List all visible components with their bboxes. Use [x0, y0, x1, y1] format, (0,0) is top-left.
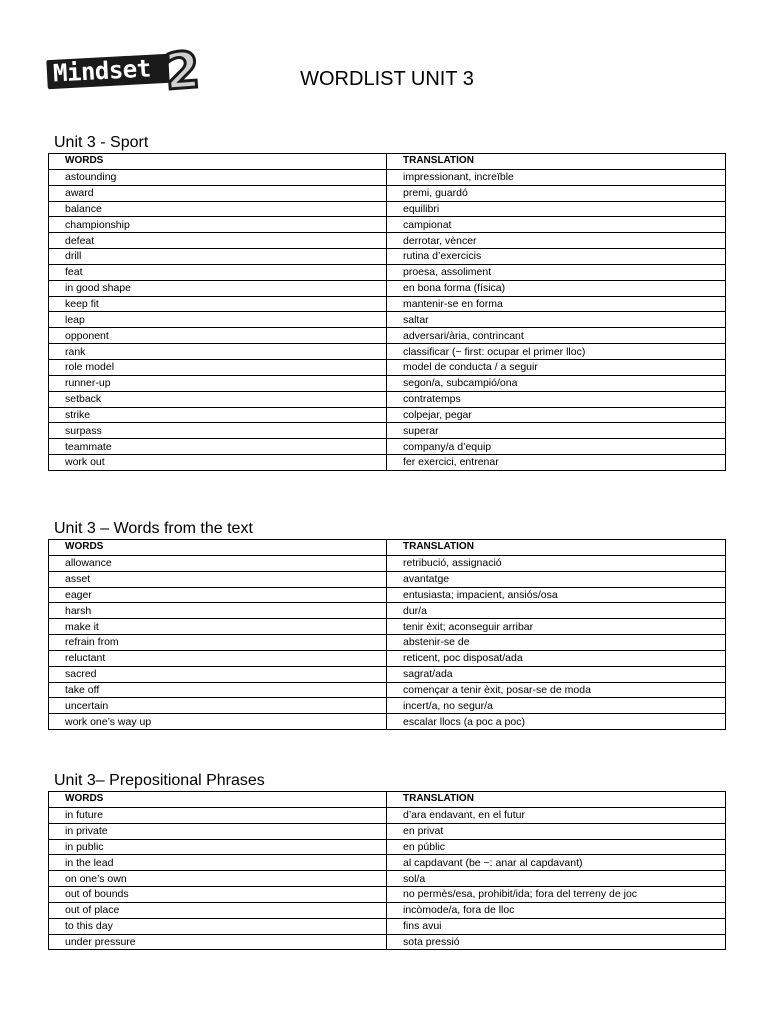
column-header-translation: TRANSLATION	[387, 540, 726, 556]
translation-cell: saltar	[387, 312, 726, 328]
word-cell: setback	[49, 391, 387, 407]
word-cell: championship	[49, 217, 387, 233]
table-header-row	[49, 540, 726, 556]
word-cell: harsh	[49, 603, 387, 619]
word-cell: drill	[49, 249, 387, 265]
translation-cell: entusiasta; impacient, ansiós/osa	[387, 587, 726, 603]
table-row	[49, 619, 726, 635]
word-cell: in good shape	[49, 280, 387, 296]
translation-cell: reticent, poc disposat/ada	[387, 650, 726, 666]
logo-number: 2	[163, 40, 202, 102]
translation-cell: rutina d’exercicis	[387, 249, 726, 265]
translation-cell: fins avui	[387, 918, 726, 934]
table-row	[49, 666, 726, 682]
translation-cell: campionat	[387, 217, 726, 233]
translation-cell: incert/a, no segur/a	[387, 698, 726, 714]
section-words-from-text	[48, 520, 725, 730]
word-cell: runner-up	[49, 375, 387, 391]
translation-cell: abstenir-se de	[387, 635, 726, 651]
translation-cell: premi, guardó	[387, 185, 726, 201]
translation-cell: escalar llocs (a poc a poc)	[387, 714, 726, 730]
translation-cell: en públic	[387, 839, 726, 855]
word-cell: sacred	[49, 666, 387, 682]
translation-cell: incòmode/a, fora de lloc	[387, 902, 726, 918]
translation-cell: contratemps	[387, 391, 726, 407]
translation-cell: en privat	[387, 823, 726, 839]
table-row	[49, 902, 726, 918]
table-row	[49, 280, 726, 296]
word-cell: out of bounds	[49, 887, 387, 903]
translation-cell: sota pressió	[387, 934, 726, 950]
translation-cell: adversari/ària, contrincant	[387, 328, 726, 344]
word-cell: in public	[49, 839, 387, 855]
table-row	[49, 918, 726, 934]
section-prepositional-phrases	[48, 772, 725, 950]
word-cell: work one’s way up	[49, 714, 387, 730]
translation-cell: colpejar, pegar	[387, 407, 726, 423]
table-row	[49, 264, 726, 280]
word-cell: refrain from	[49, 635, 387, 651]
word-cell: on one’s own	[49, 871, 387, 887]
translation-cell: sagrat/ada	[387, 666, 726, 682]
translation-cell: equilibri	[387, 201, 726, 217]
table-row	[49, 650, 726, 666]
translation-cell: classificar (~ first: ocupar el primer lloc)	[387, 344, 726, 360]
column-header-words: WORDS	[49, 792, 387, 808]
table-row	[49, 169, 726, 185]
translation-cell: començar a tenir èxit, posar-se de moda	[387, 682, 726, 698]
word-cell: rank	[49, 344, 387, 360]
word-cell: astounding	[49, 169, 387, 185]
table-row	[49, 714, 726, 730]
table-row	[49, 555, 726, 571]
table-row	[49, 635, 726, 651]
wordlist-table	[48, 153, 726, 471]
word-cell: allowance	[49, 555, 387, 571]
translation-cell: dur/a	[387, 603, 726, 619]
section-sport	[48, 134, 725, 471]
table-row	[49, 359, 726, 375]
word-cell: in the lead	[49, 855, 387, 871]
word-cell: asset	[49, 571, 387, 587]
translation-cell: tenir èxit; aconseguir arribar	[387, 619, 726, 635]
table-row	[49, 391, 726, 407]
translation-cell: fer exercici, entrenar	[387, 455, 726, 471]
translation-cell: en bona forma (física)	[387, 280, 726, 296]
table-row	[49, 312, 726, 328]
translation-cell: company/a d’equip	[387, 439, 726, 455]
table-row	[49, 887, 726, 903]
translation-cell: d’ara endavant, en el futur	[387, 807, 726, 823]
word-cell: role model	[49, 359, 387, 375]
word-cell: under pressure	[49, 934, 387, 950]
word-cell: in private	[49, 823, 387, 839]
table-row	[49, 603, 726, 619]
table-row	[49, 217, 726, 233]
column-header-translation: TRANSLATION	[387, 792, 726, 808]
table-header-row	[49, 154, 726, 170]
translation-cell: model de conducta / a seguir	[387, 359, 726, 375]
page-title: WORDLIST UNIT 3	[300, 68, 474, 90]
table-row	[49, 839, 726, 855]
table-row	[49, 328, 726, 344]
translation-cell: proesa, assoliment	[387, 264, 726, 280]
translation-cell: sol/a	[387, 871, 726, 887]
translation-cell: al capdavant (be ~: anar al capdavant)	[387, 855, 726, 871]
section-heading: Unit 3 – Words from the text	[54, 520, 253, 537]
table-row	[49, 375, 726, 391]
word-cell: teammate	[49, 439, 387, 455]
wordlist-table	[48, 539, 726, 730]
section-heading: Unit 3– Prepositional Phrases	[54, 772, 265, 789]
word-cell: reluctant	[49, 650, 387, 666]
word-cell: keep fit	[49, 296, 387, 312]
word-cell: eager	[49, 587, 387, 603]
table-header-row	[49, 792, 726, 808]
word-cell: defeat	[49, 233, 387, 249]
wordlist-table	[48, 791, 726, 950]
word-cell: take off	[49, 682, 387, 698]
word-cell: leap	[49, 312, 387, 328]
translation-cell: superar	[387, 423, 726, 439]
translation-cell: impressionant, increïble	[387, 169, 726, 185]
column-header-words: WORDS	[49, 154, 387, 170]
table-row	[49, 185, 726, 201]
table-row	[49, 698, 726, 714]
table-row	[49, 296, 726, 312]
word-cell: strike	[49, 407, 387, 423]
table-row	[49, 682, 726, 698]
table-row	[49, 423, 726, 439]
word-cell: work out	[49, 455, 387, 471]
word-cell: award	[49, 185, 387, 201]
table-row	[49, 807, 726, 823]
word-cell: uncertain	[49, 698, 387, 714]
table-row	[49, 934, 726, 950]
table-row	[49, 344, 726, 360]
table-row	[49, 871, 726, 887]
word-cell: opponent	[49, 328, 387, 344]
word-cell: out of place	[49, 902, 387, 918]
table-row	[49, 439, 726, 455]
translation-cell: mantenir-se en forma	[387, 296, 726, 312]
table-row	[49, 855, 726, 871]
column-header-translation: TRANSLATION	[387, 154, 726, 170]
word-cell: feat	[49, 264, 387, 280]
translation-cell: derrotar, vèncer	[387, 233, 726, 249]
word-cell: to this day	[49, 918, 387, 934]
translation-cell: segon/a, subcampió/ona	[387, 375, 726, 391]
translation-cell: retribució, assignació	[387, 555, 726, 571]
table-row	[49, 587, 726, 603]
section-heading: Unit 3 - Sport	[54, 134, 149, 151]
translation-cell: no permès/esa, prohibit/ida; fora del terreny de joc	[387, 887, 726, 903]
table-row	[49, 249, 726, 265]
word-cell: balance	[49, 201, 387, 217]
word-cell: surpass	[49, 423, 387, 439]
table-row	[49, 233, 726, 249]
table-row	[49, 571, 726, 587]
table-row	[49, 823, 726, 839]
table-row	[49, 201, 726, 217]
logo-word: Mindset	[52, 54, 152, 88]
word-cell: make it	[49, 619, 387, 635]
column-header-words: WORDS	[49, 540, 387, 556]
word-cell: in future	[49, 807, 387, 823]
table-row	[49, 407, 726, 423]
table-row	[49, 455, 726, 471]
translation-cell: avantatge	[387, 571, 726, 587]
